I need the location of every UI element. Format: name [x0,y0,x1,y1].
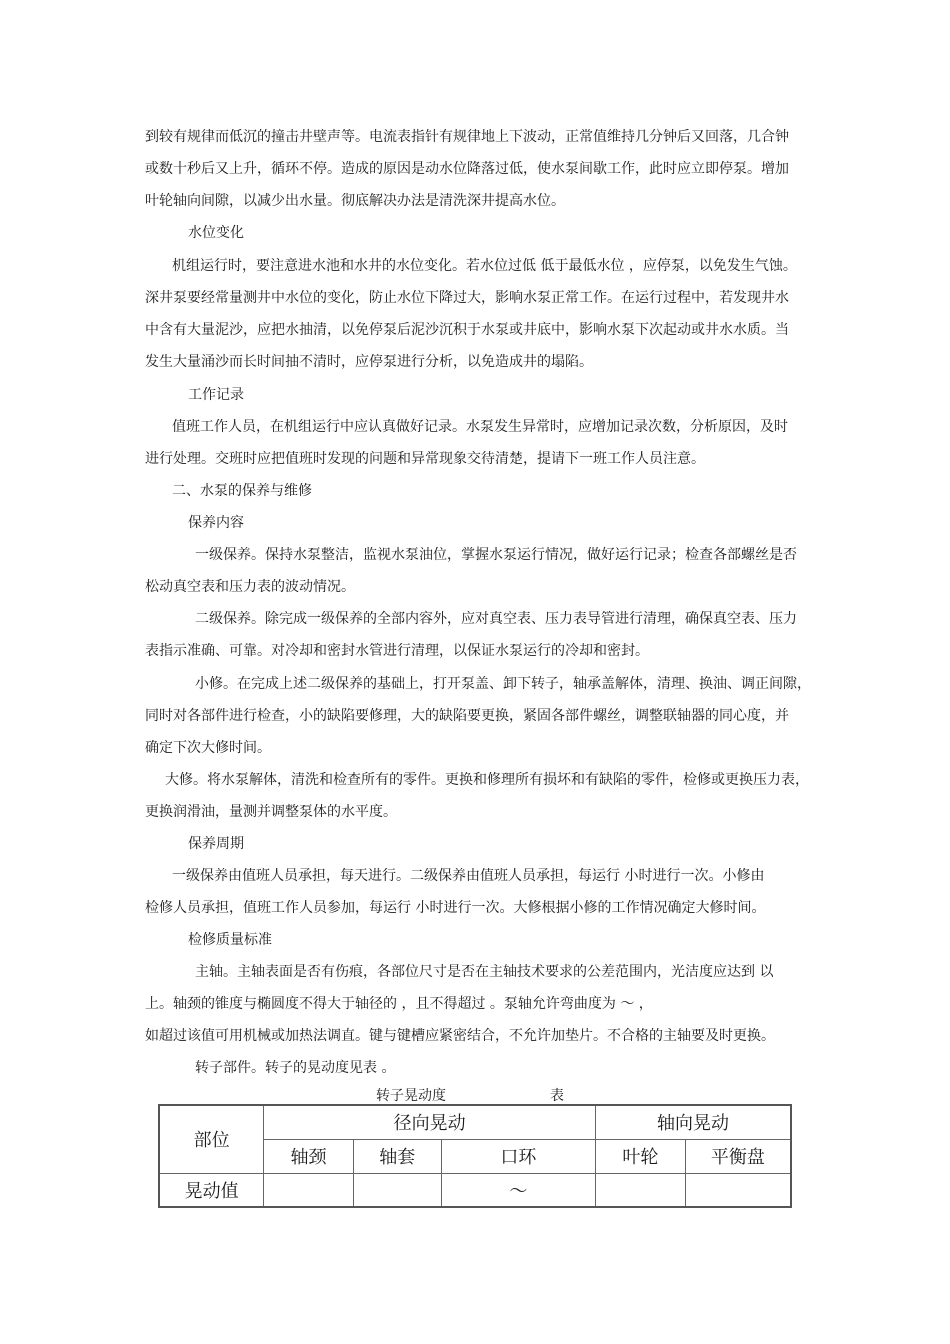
section-heading-maintenance-content: 保养内容 [188,515,244,531]
table-caption-number: 表 [550,1088,564,1104]
paragraph-line: 一级保养由值班人员承担，每天进行。二级保养由值班人员承担，每运行 小时进行一次。小修由 [172,868,765,884]
paragraph-line: 更换润滑油，量测并调整泵体的水平度。 [145,804,397,820]
paragraph-line: 发生大量涌沙而长时间抽不清时，应停泵进行分析，以免造成井的塌陷。 [145,354,593,370]
paragraph-line: 叶轮轴向间隙，以减少出水量。彻底解决办法是清洗深井提高水位。 [145,193,565,209]
col-ring: 口环 [441,1139,595,1173]
paragraph-line: 转子部件。转子的晃动度见表 。 [195,1060,396,1076]
paragraph-line: 机组运行时，要注意进水池和水井的水位变化。若水位过低 低于最低水位 ，应停泵，以免发生气蚀。 [172,258,797,274]
cell-journal-value [264,1173,354,1207]
paragraph-line: 检修人员承担，值班工作人员参加，每运行 小时进行一次。大修根据小修的工作情况确定大修时间。 [145,900,766,916]
paragraph-line: 一级保养。保持水泵整洁，监视水泵油位，掌握水泵运行情况，做好运行记录；检查各部螺丝是否 [195,547,797,563]
paragraph-line: 或数十秒后又上升，循环不停。造成的原因是动水位降落过低，使水泵间歇工作，此时应立即停泵。增加 [145,161,789,177]
col-journal: 轴颈 [264,1139,354,1173]
paragraph-line: 进行处理。交班时应把值班时发现的问题和异常现象交待清楚，提请下一班工作人员注意。 [145,451,705,467]
section-heading-quality-standard: 检修质量标准 [188,932,272,948]
table-caption-title: 转子晃动度 [376,1088,446,1104]
col-impeller: 叶轮 [596,1139,686,1173]
paragraph-line: 松动真空表和压力表的波动情况。 [145,579,355,595]
paragraph-line: 到较有规律而低沉的撞击井壁声等。电流表指针有规律地上下波动，正常值维持几分钟后又回落，几合钟 [145,129,789,145]
cell-sleeve-value [353,1173,441,1207]
paragraph-line: 同时对各部件进行检查，小的缺陷要修理，大的缺陷要更换，紧固各部件螺丝，调整联轴器的同心度，并 [145,708,789,724]
section-heading-maintenance-cycle: 保养周期 [188,836,244,852]
paragraph-line: 确定下次大修时间。 [145,740,271,756]
rotor-runout-table [158,1104,792,1208]
paragraph-line: 深井泵要经常量测井中水位的变化，防止水位下降过大，影响水泵正常工作。在运行过程中，若发现井水 [145,290,789,306]
header-part: 部位 [159,1105,264,1173]
header-axial-runout: 轴向晃动 [596,1105,791,1139]
section-heading-work-record: 工作记录 [188,387,244,403]
paragraph-line: 二级保养。除完成一级保养的全部内容外，应对真空表、压力表导管进行清理，确保真空表、压力 [195,611,797,627]
paragraph-line: 上。轴颈的锥度与椭圆度不得大于轴径的 ，且不得超过 。泵轴允许弯曲度为 ～ ， [145,996,653,1012]
paragraph-line: 表指示准确、可靠。对冷却和密封水管进行清理，以保证水泵运行的冷却和密封。 [145,643,649,659]
paragraph-line: 主轴。主轴表面是否有伤痕，各部位尺寸是否在主轴技术要求的公差范围内，光洁度应达到 以 [195,964,774,980]
header-radial-runout: 径向晃动 [264,1105,596,1139]
cell-balance-value [685,1173,791,1207]
paragraph-line: 如超过该值可用机械或加热法调直。键与键槽应紧密结合，不允许加垫片。不合格的主轴要及时更换。 [145,1028,775,1044]
row-runout-label: 晃动值 [159,1173,264,1207]
paragraph-line: 中含有大量泥沙，应把水抽清，以免停泵后泥沙沉积于水泵或井底中，影响水泵下次起动或井水水质。当 [145,322,789,338]
cell-ring-value: ～ [441,1173,595,1207]
section-heading-water-level: 水位变化 [188,225,244,241]
col-balance-disc: 平衡盘 [685,1139,791,1173]
paragraph-line: 大修。将水泵解体，清洗和检查所有的零件。更换和修理所有损坏和有缺陷的零件，检修或更换压力表， [165,772,809,788]
paragraph-line: 值班工作人员，在机组运行中应认真做好记录。水泵发生异常时，应增加记录次数，分析原因，及时 [172,419,788,435]
col-sleeve: 轴套 [353,1139,441,1173]
paragraph-line: 小修。在完成上述二级保养的基础上，打开泵盖、卸下转子，轴承盖解体，清理、换油、调正间隙， [195,676,811,692]
section-heading-maintenance: 二、水泵的保养与维修 [172,483,312,499]
cell-impeller-value [596,1173,686,1207]
